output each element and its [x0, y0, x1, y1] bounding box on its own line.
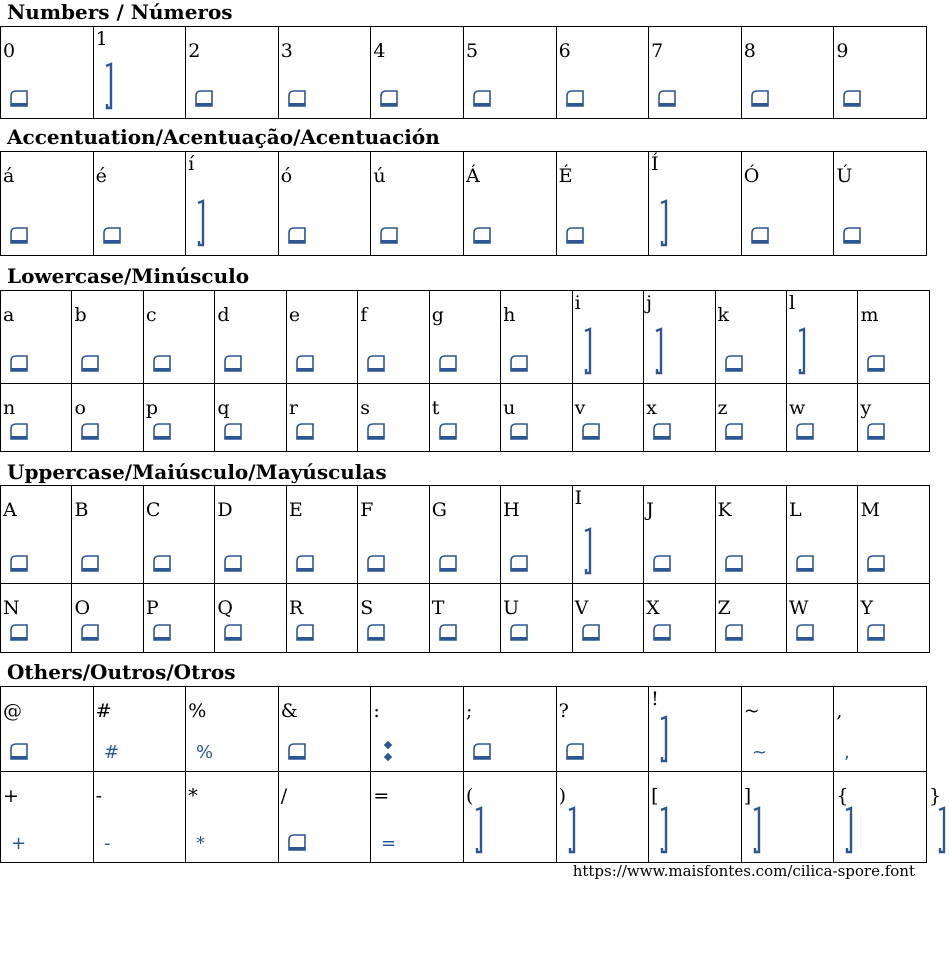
glyph-label: Y — [860, 597, 873, 619]
glyph-cell — [358, 384, 429, 452]
glyph-cell — [93, 27, 186, 119]
glyph-cell — [358, 486, 429, 584]
glyph-sample-icon — [472, 225, 494, 245]
glyph-cell — [501, 384, 572, 452]
glyph-sample-icon — [295, 353, 317, 373]
glyph-cell — [371, 27, 464, 119]
glyph-label: O — [74, 597, 91, 619]
glyph-sample-icon — [223, 421, 245, 441]
glyph-cell — [93, 687, 186, 772]
glyph-label: 0 — [3, 40, 16, 62]
glyph-label: ? — [558, 700, 569, 722]
glyph-sample-icon — [438, 353, 460, 373]
glyph-cell — [429, 486, 500, 584]
glyph-cell — [715, 486, 786, 584]
glyph-sample-icon — [509, 622, 531, 642]
glyph-label: a — [3, 304, 15, 326]
glyph-cell — [556, 152, 649, 256]
glyph-label: Q — [217, 597, 233, 619]
glyph-cell — [93, 772, 186, 863]
glyph-cell — [649, 772, 742, 863]
glyph-label: J — [646, 499, 654, 521]
glyph-sample-icon — [80, 622, 102, 642]
glyph-sample-icon — [509, 421, 531, 441]
glyph-cell — [649, 687, 742, 772]
glyph-cell — [143, 486, 214, 584]
glyph-label: y — [860, 397, 872, 419]
glyph-sample-icon — [565, 741, 587, 761]
glyph-cell — [858, 291, 929, 384]
glyph-label: * — [188, 785, 198, 807]
glyph-cell — [644, 486, 715, 584]
glyph-label: d — [217, 304, 230, 326]
glyph-cell — [834, 27, 927, 119]
glyph-cell — [715, 584, 786, 653]
glyph-label: ] — [743, 785, 752, 807]
glyph-cell — [834, 772, 927, 863]
glyph-cell — [286, 486, 357, 584]
glyph-label: í — [188, 153, 195, 175]
glyph-sample-icon — [194, 201, 208, 245]
glyph-sample-icon — [9, 741, 31, 761]
glyph-cell — [463, 687, 556, 772]
glyph-cell — [572, 384, 643, 452]
glyph-sample-icon — [152, 622, 174, 642]
glyph-label: I — [574, 487, 583, 509]
glyph-label: r — [288, 397, 298, 419]
glyph-sample-icon — [652, 622, 674, 642]
glyph-cell — [186, 687, 279, 772]
glyph-label: ~ — [743, 700, 760, 722]
glyph-label: ) — [558, 785, 566, 807]
glyph-cell — [1, 384, 72, 452]
glyph-label: f — [360, 304, 368, 326]
glyph-cell — [1, 687, 94, 772]
glyph-sample-icon — [152, 421, 174, 441]
glyph-cell — [556, 687, 649, 772]
glyph-cell — [1, 584, 72, 653]
glyph-label: L — [788, 499, 802, 521]
glyph-label: o — [74, 397, 86, 419]
glyph-cell — [786, 486, 857, 584]
glyph-sample-icon — [842, 88, 864, 108]
glyph-label: @ — [3, 700, 22, 722]
glyph-cell — [358, 291, 429, 384]
glyph-label: Í — [651, 153, 659, 175]
glyph-sample-icon — [565, 88, 587, 108]
glyph-label: K — [717, 499, 732, 521]
glyph-cell — [186, 27, 279, 119]
glyph-cell — [358, 584, 429, 653]
glyph-cell — [786, 384, 857, 452]
glyph-sample-icon — [750, 88, 772, 108]
glyph-sample-icon — [102, 832, 124, 852]
glyph-label: e — [288, 304, 301, 326]
glyph-cell — [556, 27, 649, 119]
glyph-sample-icon — [657, 201, 671, 245]
glyph-cell — [556, 772, 649, 863]
glyph-label: } — [928, 785, 942, 807]
glyph-label: w — [788, 397, 806, 419]
footer-url: https://www.maisfontes.com/cilica-spore.font — [572, 862, 915, 880]
glyph-sample-icon — [102, 64, 116, 108]
numbers-table — [0, 26, 927, 119]
glyph-sample-icon — [866, 553, 888, 573]
glyph-sample-icon — [509, 353, 531, 373]
glyph-cell — [286, 291, 357, 384]
glyph-cell — [572, 486, 643, 584]
glyph-label: , — [836, 700, 843, 722]
glyph-sample-icon — [935, 808, 949, 852]
glyph-label: B — [74, 499, 89, 521]
svg-text:=: = — [381, 833, 397, 854]
glyph-label: G — [431, 499, 447, 521]
accentuation-table — [0, 151, 927, 256]
glyph-label: ( — [465, 785, 474, 807]
glyph-sample-icon — [287, 225, 309, 245]
glyph-sample-icon — [657, 808, 671, 852]
glyph-sample-icon — [366, 353, 388, 373]
glyph-cell — [715, 384, 786, 452]
glyph-label: á — [3, 165, 15, 187]
glyph-label: 2 — [188, 40, 201, 62]
glyph-label: Ó — [743, 165, 760, 187]
others-title: Others/Outros/Otros — [7, 660, 236, 684]
glyph-cell — [858, 486, 929, 584]
glyph-sample-icon — [9, 622, 31, 642]
glyph-cell — [371, 152, 464, 256]
svg-text:~: ~ — [751, 742, 767, 763]
glyph-label: X — [646, 597, 660, 619]
glyph-cell — [501, 291, 572, 384]
glyph-sample-icon — [438, 553, 460, 573]
glyph-cell — [1, 291, 72, 384]
glyph-sample-icon — [295, 553, 317, 573]
glyph-sample-icon — [750, 225, 772, 245]
glyph-sample-icon — [750, 741, 772, 761]
glyph-cell — [278, 27, 371, 119]
glyph-cell — [572, 584, 643, 653]
glyph-cell — [1, 27, 94, 119]
glyph-label: l — [788, 292, 796, 314]
glyph-sample-icon — [438, 421, 460, 441]
glyph-cell — [858, 384, 929, 452]
glyph-sample-icon — [657, 717, 671, 761]
glyph-sample-icon — [866, 622, 888, 642]
svg-text:*: * — [196, 833, 206, 854]
glyph-sample-icon — [287, 741, 309, 761]
glyph-sample-icon — [472, 741, 494, 761]
glyph-sample-icon — [795, 622, 817, 642]
glyph-sample-icon — [565, 225, 587, 245]
glyph-label: U — [503, 597, 520, 619]
glyph-sample-icon — [366, 421, 388, 441]
svg-text:+: + — [11, 833, 27, 854]
glyph-cell — [371, 687, 464, 772]
glyph-cell — [429, 291, 500, 384]
glyph-label: p — [145, 397, 159, 419]
lowercase-title: Lowercase/Minúsculo — [7, 264, 250, 288]
glyph-label: g — [431, 304, 444, 326]
glyph-sample-icon — [194, 832, 216, 852]
glyph-sample-icon — [9, 421, 31, 441]
glyph-cell — [278, 772, 371, 863]
accentuation-title: Accentuation/Acentuação/Acentuación — [7, 125, 440, 149]
glyph-label: T — [431, 597, 445, 619]
lowercase-table — [0, 290, 930, 452]
glyph-label: 3 — [280, 40, 293, 62]
glyph-cell — [649, 27, 742, 119]
glyph-cell — [644, 384, 715, 452]
glyph-sample-icon — [194, 88, 216, 108]
glyph-label: - — [95, 785, 103, 807]
glyph-sample-icon — [9, 553, 31, 573]
glyph-cell — [371, 772, 464, 863]
glyph-cell — [72, 291, 143, 384]
glyph-cell — [858, 584, 929, 653]
glyph-label: b — [74, 304, 87, 326]
glyph-sample-icon — [9, 353, 31, 373]
glyph-cell — [1, 772, 94, 863]
glyph-cell — [741, 152, 834, 256]
glyph-sample-icon — [652, 329, 666, 373]
glyph-sample-icon — [379, 741, 401, 761]
glyph-sample-icon — [866, 353, 888, 373]
glyph-label: P — [145, 597, 159, 619]
glyph-sample-icon — [152, 553, 174, 573]
glyph-sample-icon — [9, 832, 31, 852]
svg-text:#: # — [103, 742, 119, 763]
glyph-cell — [215, 486, 286, 584]
glyph-label: ú — [373, 165, 386, 187]
glyph-label: É — [558, 165, 573, 187]
glyph-label: x — [646, 397, 657, 419]
glyph-label: A — [3, 499, 17, 521]
glyph-label: V — [574, 597, 589, 619]
glyph-sample-icon — [795, 329, 809, 373]
glyph-label: : — [373, 700, 380, 722]
glyph-sample-icon — [438, 622, 460, 642]
glyph-sample-icon — [724, 622, 746, 642]
glyph-label: 7 — [651, 40, 664, 62]
glyph-label: k — [717, 304, 730, 326]
glyph-sample-icon — [652, 553, 674, 573]
numbers-title: Numbers / Números — [7, 0, 233, 24]
glyph-sample-icon — [795, 553, 817, 573]
glyph-cell — [741, 772, 834, 863]
glyph-sample-icon — [657, 88, 679, 108]
glyph-cell — [429, 384, 500, 452]
glyph-sample-icon — [750, 808, 764, 852]
glyph-sample-icon — [80, 421, 102, 441]
glyph-cell — [278, 152, 371, 256]
glyph-sample-icon — [472, 88, 494, 108]
glyph-label: h — [503, 304, 516, 326]
glyph-label: { — [836, 785, 849, 807]
glyph-sample-icon — [509, 553, 531, 573]
glyph-label: c — [145, 304, 157, 326]
glyph-label: + — [3, 785, 19, 807]
glyph-label: & — [280, 700, 298, 722]
glyph-cell — [72, 584, 143, 653]
glyph-label: S — [360, 597, 374, 619]
glyph-cell — [143, 384, 214, 452]
glyph-cell — [286, 384, 357, 452]
glyph-sample-icon — [287, 88, 309, 108]
glyph-sample-icon — [295, 421, 317, 441]
glyph-label: C — [145, 499, 161, 521]
glyph-cell — [143, 291, 214, 384]
glyph-sample-icon — [223, 553, 245, 573]
glyph-label: M — [860, 499, 880, 521]
glyph-sample-icon — [581, 329, 595, 373]
others-table — [0, 686, 942, 863]
glyph-cell — [215, 384, 286, 452]
glyph-label: D — [217, 499, 233, 521]
glyph-cell — [715, 291, 786, 384]
glyph-cell — [72, 384, 143, 452]
glyph-sample-icon — [9, 225, 31, 245]
glyph-cell — [786, 291, 857, 384]
glyph-cell — [644, 584, 715, 653]
glyph-label: W — [788, 597, 809, 619]
glyph-label: 6 — [558, 40, 571, 62]
glyph-sample-icon — [80, 553, 102, 573]
glyph-cell — [463, 27, 556, 119]
glyph-sample-icon — [724, 353, 746, 373]
glyph-sample-icon — [80, 353, 102, 373]
uppercase-table — [0, 485, 930, 653]
glyph-label: R — [288, 597, 304, 619]
glyph-sample-icon — [795, 421, 817, 441]
glyph-sample-icon — [842, 225, 864, 245]
glyph-sample-icon — [724, 421, 746, 441]
glyph-cell — [463, 152, 556, 256]
glyph-sample-icon — [842, 808, 856, 852]
glyph-sample-icon — [102, 225, 124, 245]
glyph-label: Z — [717, 597, 731, 619]
glyph-cell — [463, 772, 556, 863]
svg-text:%: % — [196, 742, 214, 763]
glyph-sample-icon — [724, 553, 746, 573]
glyph-cell — [572, 291, 643, 384]
glyph-label: = — [373, 785, 390, 807]
glyph-sample-icon — [366, 553, 388, 573]
glyph-label: F — [360, 499, 374, 521]
glyph-label: ó — [280, 165, 293, 187]
glyph-sample-icon — [581, 421, 603, 441]
glyph-cell — [649, 152, 742, 256]
glyph-label: é — [95, 165, 107, 187]
glyph-label: 8 — [743, 40, 756, 62]
glyph-cell — [644, 291, 715, 384]
glyph-cell — [143, 584, 214, 653]
glyph-label: t — [431, 397, 440, 419]
glyph-label: N — [3, 597, 20, 619]
glyph-sample-icon — [866, 421, 888, 441]
glyph-sample-icon — [581, 622, 603, 642]
glyph-label: i — [574, 292, 581, 314]
glyph-cell — [741, 27, 834, 119]
glyph-label: Ú — [836, 165, 853, 187]
glyph-cell — [786, 584, 857, 653]
glyph-sample-icon — [565, 808, 579, 852]
glyph-cell — [429, 584, 500, 653]
glyph-label: ! — [651, 688, 659, 710]
glyph-sample-icon — [581, 529, 595, 573]
glyph-cell — [93, 152, 186, 256]
glyph-cell — [501, 584, 572, 653]
glyph-label: u — [503, 397, 516, 419]
glyph-label: E — [288, 499, 303, 521]
glyph-label: v — [574, 397, 586, 419]
glyph-sample-icon — [223, 622, 245, 642]
glyph-sample-icon — [152, 353, 174, 373]
glyph-label: m — [860, 304, 879, 326]
glyph-cell — [741, 687, 834, 772]
glyph-label: q — [217, 397, 230, 419]
glyph-label: [ — [651, 785, 659, 807]
glyph-cell — [186, 772, 279, 863]
glyph-sample-icon — [287, 832, 309, 852]
glyph-cell — [1, 486, 72, 584]
glyph-label: s — [360, 397, 371, 419]
glyph-sample-icon — [223, 353, 245, 373]
glyph-cell — [186, 152, 279, 256]
glyph-cell — [286, 584, 357, 653]
glyph-sample-icon — [379, 832, 401, 852]
glyph-label: % — [188, 700, 207, 722]
glyph-sample-icon — [194, 741, 216, 761]
glyph-sample-icon — [102, 741, 124, 761]
glyph-label: 5 — [465, 40, 479, 62]
glyph-cell — [501, 486, 572, 584]
glyph-label: / — [280, 785, 288, 807]
glyph-cell — [834, 687, 927, 772]
glyph-label: j — [646, 292, 652, 314]
glyph-cell — [215, 584, 286, 653]
glyph-sample-icon — [379, 88, 401, 108]
glyph-label: Á — [465, 165, 480, 187]
glyph-sample-icon — [842, 741, 864, 761]
glyph-cell — [215, 291, 286, 384]
glyph-label: ; — [465, 700, 473, 722]
glyph-label: 4 — [373, 40, 386, 62]
glyph-sample-icon — [379, 225, 401, 245]
glyph-sample-icon — [295, 622, 317, 642]
glyph-label: H — [503, 499, 520, 521]
glyph-cell — [278, 687, 371, 772]
glyph-label: 1 — [95, 28, 108, 50]
glyph-label: 9 — [836, 40, 849, 62]
glyph-label: z — [717, 397, 728, 419]
uppercase-title: Uppercase/Maiúsculo/Mayúsculas — [7, 460, 387, 484]
glyph-sample-icon — [472, 808, 486, 852]
glyph-label: n — [3, 397, 16, 419]
glyph-cell — [834, 152, 927, 256]
glyph-cell — [1, 152, 94, 256]
glyph-cell — [72, 486, 143, 584]
glyph-sample-icon — [9, 88, 31, 108]
svg-text:,: , — [844, 742, 851, 763]
glyph-sample-icon — [366, 622, 388, 642]
svg-text:-: - — [103, 833, 111, 854]
glyph-label: # — [95, 700, 112, 722]
glyph-sample-icon — [652, 421, 674, 441]
